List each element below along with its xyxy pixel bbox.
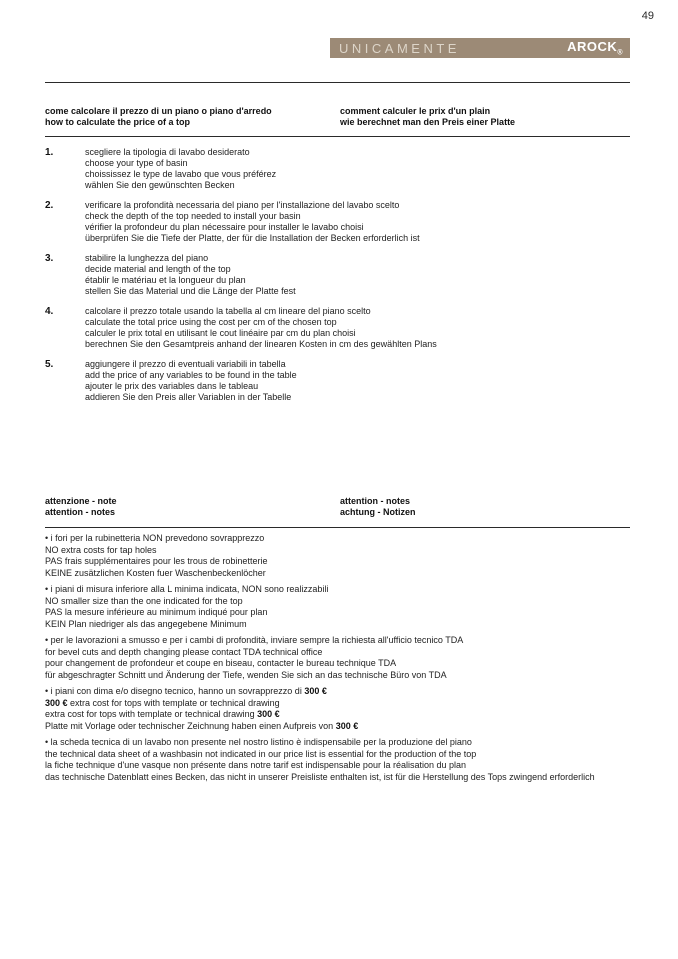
notes-title-de: achtung - Notizen: [340, 507, 416, 517]
step-3-number: 3.: [45, 253, 54, 264]
step-2: [45, 200, 630, 244]
step-4-line-fr: calculer le prix total en utilisant le cout linéaire par cm du plan choisi: [85, 328, 356, 338]
note-4-line-en2-pre: extra cost for tops with template or technical drawing: [45, 709, 258, 719]
note-3-line-de: für abgeschragter Schnitt und Änderung der Tiefe, wenden Sie sich an das technische Büro von TDA: [45, 669, 447, 680]
note-3-line-en: for bevel cuts and depth changing please contact TDA technical office: [45, 646, 323, 657]
notes-list: [45, 533, 645, 788]
note-1-line-it: • i fori per la rubinetteria NON prevedono sovrapprezzo: [45, 533, 265, 543]
note-3-line-fr: pour changement de profondeur et coupe en biseau, contacter le bureau technique TDA: [45, 658, 397, 668]
step-5-line-it: aggiungere il prezzo di eventuali variabili in tabella: [85, 359, 286, 369]
note-bevel-cuts: [45, 635, 645, 681]
note-4-line-en2: [45, 709, 645, 721]
step-2-line-en: check the depth of the top needed to install your basin: [85, 211, 301, 221]
howto-divider: [45, 136, 630, 137]
note-4-line-en1-price: 300 €: [45, 697, 68, 708]
brand-bar: [330, 38, 630, 58]
notes-title-fr: attention - notes: [340, 496, 410, 506]
step-1-line-de: wählen Sie den gewünschten Becken: [85, 180, 235, 190]
notes-title-it-en: [45, 496, 335, 518]
collection-name: UNICAMENTE: [339, 40, 460, 56]
note-4-line-de-price: 300 €: [335, 720, 359, 731]
step-5-number: 5.: [45, 359, 54, 370]
step-4-text: [85, 306, 437, 350]
step-4-line-en: calculate the total price using the cost per cm of the chosen top: [85, 317, 337, 327]
note-4-line-de: [45, 721, 645, 733]
note-4-line-en1-post: extra cost for tops with template or technical drawing: [67, 697, 280, 708]
step-3-line-it: stabilire la lunghezza del piano: [85, 253, 209, 263]
note-technical-sheet: [45, 737, 645, 783]
step-5-text: [85, 359, 297, 403]
note-4-line-de-pre: Platte mit Vorlage oder technischer Zeichnung haben einen Aufpreis von: [45, 720, 336, 731]
note-2-line-it: • i piani di misura inferiore alla L minima indicata, NON sono realizzabili: [45, 584, 329, 594]
note-4-line-en1: [45, 698, 645, 710]
step-2-line-fr: vérifier la profondeur du plan nécessaire pour installer le lavabo choisi: [85, 222, 364, 232]
brand-logo: [567, 39, 623, 57]
step-1-line-it: scegliere la tipologia di lavabo desiderato: [85, 147, 250, 157]
note-3-line-it: • per le lavorazioni a smusso e per i cambi di profondità, inviare sempre la richiesta all'ufficio tecnico TDA: [45, 635, 464, 645]
step-1-line-en: choose your type of basin: [85, 158, 188, 168]
note-1-line-de: KEINE zusätzlichen Kosten fuer Waschenbeckenlöcher: [45, 567, 266, 578]
step-2-number: 2.: [45, 200, 54, 211]
howto-title-it-en: [45, 106, 335, 128]
howto-title-it: come calcolare il prezzo di un piano o piano d'arredo: [45, 106, 272, 116]
brand-logo-text: AROCK: [567, 39, 618, 55]
step-5: [45, 359, 630, 403]
step-1-number: 1.: [45, 147, 54, 158]
note-5-line-it: • la scheda tecnica di un lavabo non presente nel nostro listino è indispensabile per la produzione del piano: [45, 737, 472, 747]
top-divider: [45, 82, 630, 83]
note-5-line-fr: la fiche technique d'une vasque non présente dans notre tarif est indispensable pour la réalisation du plan: [45, 760, 467, 770]
notes-divider: [45, 527, 630, 528]
howto-title-fr: comment calculer le prix d'un plain: [340, 106, 491, 116]
step-2-line-it: verificare la profondità necessaria del piano per l'installazione del lavabo scelto: [85, 200, 400, 210]
note-5-line-de: das technische Datenblatt eines Becken, das nicht in unserer Preisliste enthalten ist, ist für die Herstellung des Tops zwingend erforderlich: [45, 771, 595, 782]
step-4-line-de: berechnen Sie den Gesamtpreis anhand der linearen Kosten in cm des gewählten Plans: [85, 339, 437, 349]
step-1-line-fr: choississez le type de lavabo que vous préférez: [85, 169, 277, 179]
step-1-text: [85, 147, 276, 191]
note-template-surcharge: [45, 686, 645, 732]
note-1-line-en: NO extra costs for tap holes: [45, 544, 157, 555]
note-1-line-fr: PAS frais supplémentaires pour les trous de robinetterie: [45, 556, 268, 566]
howto-title-fr-de: [340, 106, 630, 128]
step-3-line-de: stellen Sie das Material und die Länge der Platte fest: [85, 286, 296, 296]
step-1: [45, 147, 630, 191]
howto-title-en: how to calculate the price of a top: [45, 117, 191, 127]
step-3-line-en: decide material and length of the top: [85, 264, 231, 274]
step-5-line-de: addieren Sie den Preis aller Variablen in der Tabelle: [85, 392, 292, 402]
note-2-line-fr: PAS la mesure inférieure au minimum indiqué pour plan: [45, 607, 268, 617]
notes-title-en: attention - notes: [45, 507, 115, 517]
note-minimum-size: [45, 584, 645, 630]
pricing-steps-list: [45, 147, 630, 412]
step-2-text: [85, 200, 420, 244]
note-2-line-de: KEIN Plan niedriger als das angegebene Minimum: [45, 618, 247, 629]
step-4-line-it: calcolare il prezzo totale usando la tabella al cm lineare del piano scelto: [85, 306, 371, 316]
step-3: [45, 253, 630, 297]
howto-title-de: wie berechnet man den Preis einer Platte: [340, 117, 516, 127]
note-4-line-it: [45, 686, 645, 698]
step-3-line-fr: établir le matériau et la longueur du plan: [85, 275, 246, 285]
step-5-line-fr: ajouter le prix des variables dans le tableau: [85, 381, 259, 391]
note-4-line-en2-price: 300 €: [257, 709, 280, 719]
note-5-line-en: the technical data sheet of a washbasin not indicated in our price list is essential for the production of the top: [45, 748, 477, 759]
note-tap-holes: [45, 533, 645, 579]
step-5-line-en: add the price of any variables to be found in the table: [85, 370, 297, 380]
step-2-line-de: überprüfen Sie die Tiefe der Platte, der für die Installation der Becken erforderlich ist: [85, 233, 420, 243]
page-number: 49: [641, 10, 654, 22]
notes-title-fr-de: [340, 496, 630, 518]
step-3-text: [85, 253, 296, 297]
step-4: [45, 306, 630, 350]
notes-title-it: attenzione - note: [45, 496, 117, 506]
registered-mark: ®: [617, 49, 623, 57]
note-2-line-en: NO smaller size than the one indicated for the top: [45, 595, 243, 606]
step-4-number: 4.: [45, 306, 54, 317]
note-4-line-it-pre: • i piani con dima e/o disegno tecnico, hanno un sovrapprezzo di: [45, 686, 305, 696]
note-4-line-it-price: 300 €: [304, 686, 327, 696]
